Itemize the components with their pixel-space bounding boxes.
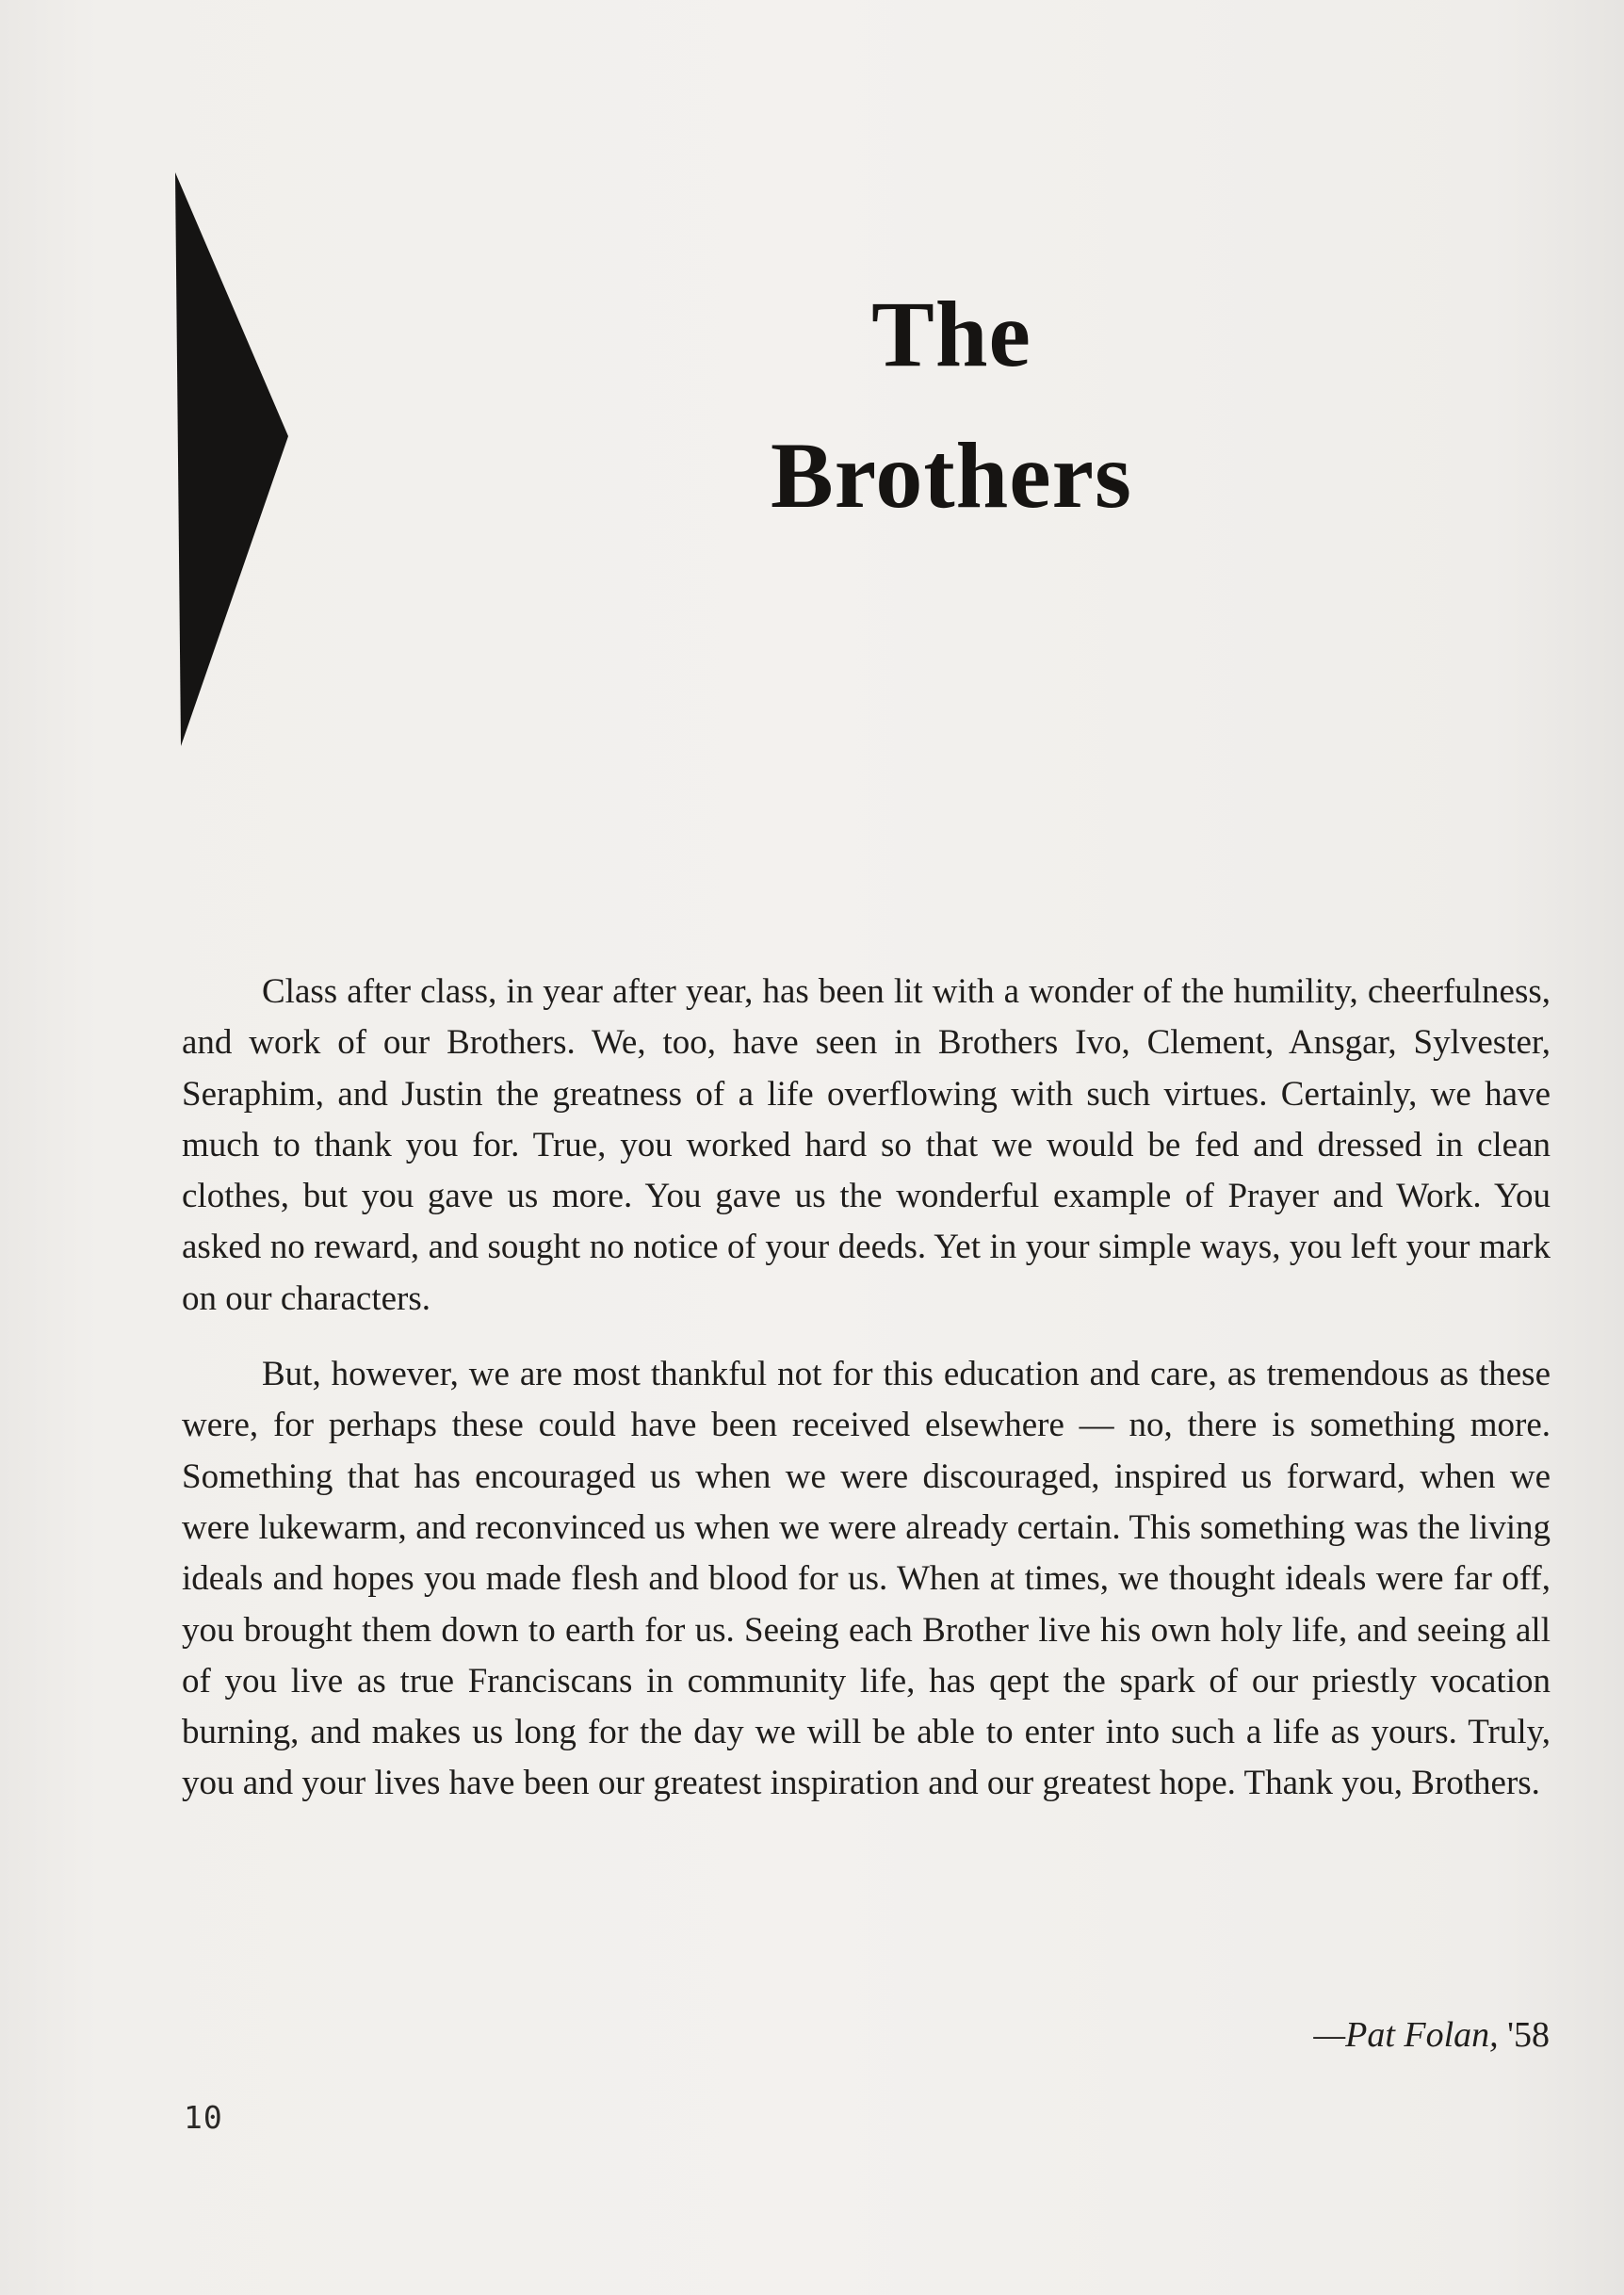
- page-title: [659, 264, 1243, 546]
- arrow-shape: [175, 172, 288, 746]
- title-line-1: The: [871, 282, 1031, 386]
- paragraph-1: Class after class, in year after year, has been lit with a wonder of the humility, cheerfulness, and work of our Brothers. We, too, have seen in Brothers Ivo, Clement, Ansgar, Sylvester, Seraphim, and Justin the greatness of a life overflowing with such virtues. Certainly, we have much to thank you for. True, you worked hard so that we would be fed and dressed in clean clothes, but you gave us more. You gave us the wonderful example of Prayer and Work. You asked no reward, and sought no notice of your deeds. Yet in your simple ways, you left your mark on our characters.: [182, 972, 1551, 1318]
- author-name: —Pat Folan,: [1313, 2015, 1499, 2055]
- page-number: 10: [184, 2099, 223, 2136]
- article-body: [182, 967, 1551, 1810]
- title-line-2: Brothers: [771, 423, 1132, 528]
- triangle-arrow-icon: [170, 170, 297, 749]
- paragraph-2: But, however, we are most thankful not for this education and care, as tremendous as these were, for perhaps these could have been received elsewhere — no, there is something more. Something that has encouraged us when we were discouraged, inspired us forward, when we were lukewarm, and reconvinced us when we were already certain. This something was the living ideals and hopes you made flesh and blood for us. When at times, we thought ideals were far off, you brought them down to earth for us. Seeing each Brother live his own holy life, and seeing all of you live as true Franciscans in community life, has qept the spark of our priestly vocation burning, and makes us long for the day we will be able to enter into such a life as yours. Truly, you and your lives have been our greatest inspiration and our greatest hope. Thank you, Brothers.: [182, 1355, 1551, 1803]
- class-year: '58: [1498, 2015, 1550, 2055]
- author-signature: [1313, 2014, 1550, 2056]
